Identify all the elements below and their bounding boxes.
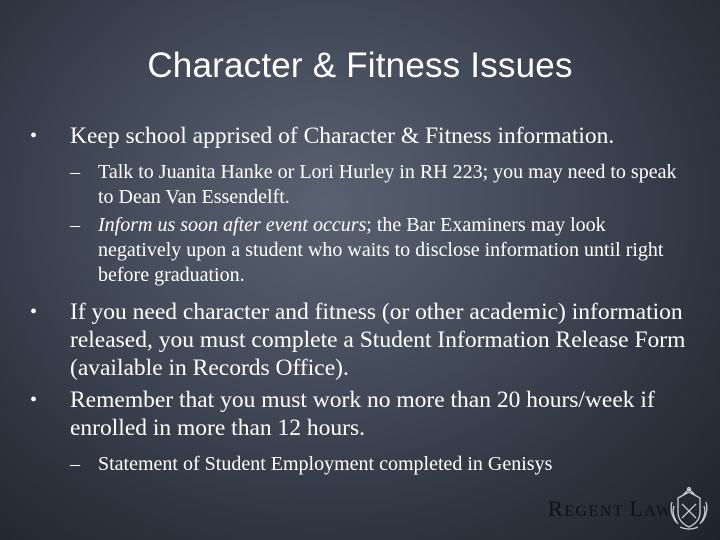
bullet-item <box>30 122 690 150</box>
sub-bullet-text: Talk to Juanita Hanke or Lori Hurley in RH 223; you may need to speak to Dean Van Essendelft. <box>98 161 677 208</box>
bullet-text: Remember that you must work no more than 20 hours/week if enrolled in more than 12 hours. <box>70 387 655 441</box>
sub-bullet-item <box>30 213 690 288</box>
sub-bullet-emphasis: Inform us soon after event occurs <box>98 214 367 236</box>
regent-law-logo: REGENT LAW <box>548 496 673 521</box>
sub-bullet-list <box>30 160 690 288</box>
bullet-icon: • <box>30 125 38 147</box>
bullet-icon: • <box>30 301 38 323</box>
slide-title: Character & Fitness Issues <box>147 46 573 85</box>
bullet-item <box>30 386 690 442</box>
bullet-text: Keep school apprised of Character & Fitness information. <box>70 123 615 149</box>
dash-icon: – <box>70 214 80 236</box>
bullet-icon: • <box>30 389 38 411</box>
bullet-item <box>30 298 690 382</box>
bullet-text: If you need character and fitness (or other academic) information released, you must complete a Student Information Release Form (available in Records Office). <box>70 299 686 381</box>
sub-bullet-item <box>30 452 690 477</box>
sub-bullet-item <box>30 160 690 210</box>
dash-icon: – <box>70 453 80 475</box>
sub-bullet-list <box>30 452 690 477</box>
dash-icon: – <box>70 161 80 183</box>
sub-bullet-text: Statement of Student Employment completed in Genisys <box>98 453 553 475</box>
slide-content <box>30 122 690 487</box>
sub-bullet-text: ; the Bar Examiners may look negatively upon a student who waits to disclose information until right before graduation. <box>98 214 664 286</box>
regent-crest-icon <box>666 486 712 532</box>
